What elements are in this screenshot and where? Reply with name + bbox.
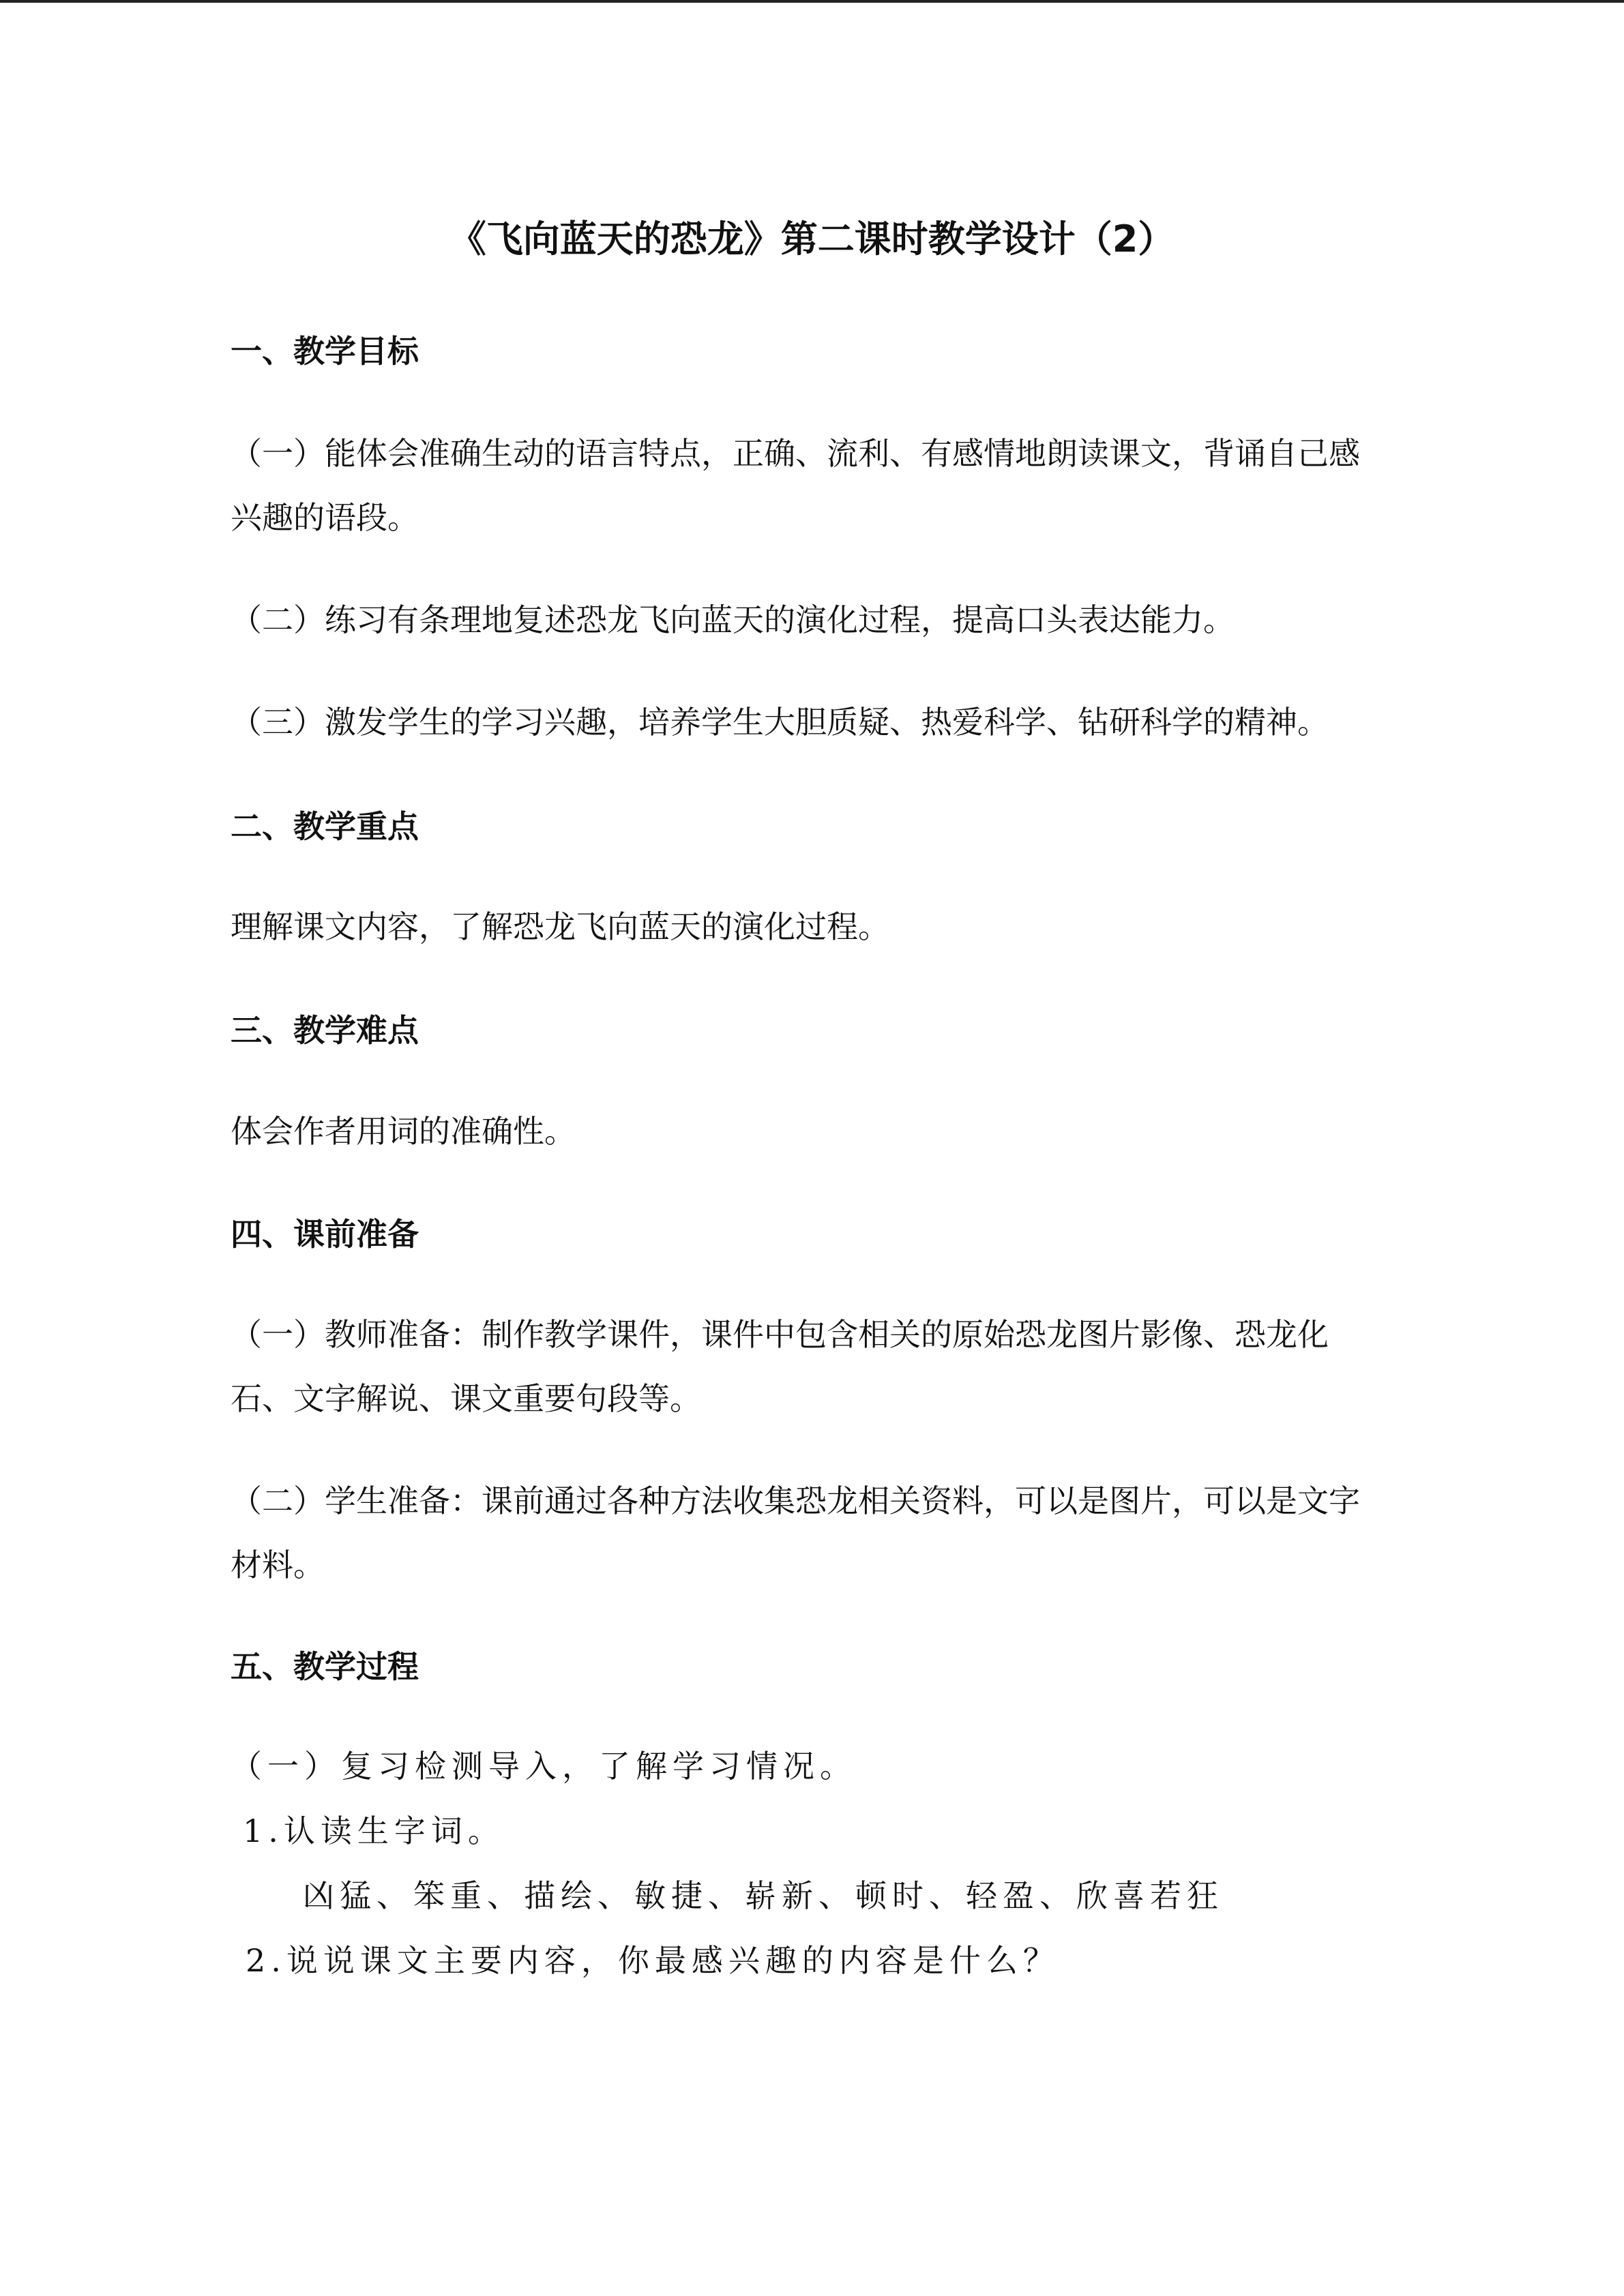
objective-item-3: （三）激发学生的学习兴趣，培养学生大胆质疑、热爱科学、钻研科学的精神。 (231, 704, 1329, 741)
heading-objectives: 一、教学目标 (231, 333, 419, 370)
process-vocabulary-words: 凶猛、笨重、描绘、敏捷、崭新、顿时、轻盈、欣喜若狂 (303, 1877, 1224, 1914)
difficulties-text: 体会作者用词的准确性。 (231, 1113, 576, 1150)
heading-preparation: 四、课前准备 (231, 1216, 419, 1253)
heading-difficulties: 三、教学难点 (231, 1012, 419, 1049)
heading-process: 五、教学过程 (231, 1648, 419, 1685)
objective-item-2: （二）练习有条理地复述恐龙飞向蓝天的演化过程，提高口头表达能力。 (231, 601, 1235, 638)
process-step-1-title: （一）复习检测导入，了解学习情况。 (231, 1748, 857, 1785)
preparation-item-1: （一）教师准备：制作教学课件，课件中包含相关的原始恐龙图片影像、恐龙化石、文字解说、课文重要句段等。 (231, 1316, 1329, 1417)
objective-item-1: （一）能体会准确生动的语言特点，正确、流利、有感情地朗读课文，背诵自己感兴趣的语段。 (231, 435, 1360, 536)
document-title: 《飞向蓝天的恐龙》第二课时教学设计（2） (449, 218, 1175, 260)
heading-key-points: 二、教学重点 (231, 808, 419, 845)
process-step-1-item-1: 1.认读生字词。 (243, 1813, 505, 1849)
preparation-item-2: （二）学生准备：课前通过各种方法收集恐龙相关资料，可以是图片，可以是文字材料。 (231, 1482, 1360, 1583)
key-points-text: 理解课文内容，了解恐龙飞向蓝天的演化过程。 (231, 908, 889, 945)
process-step-1-item-2: 2.说说课文主要内容，你最感兴趣的内容是什么？ (246, 1942, 1060, 1979)
